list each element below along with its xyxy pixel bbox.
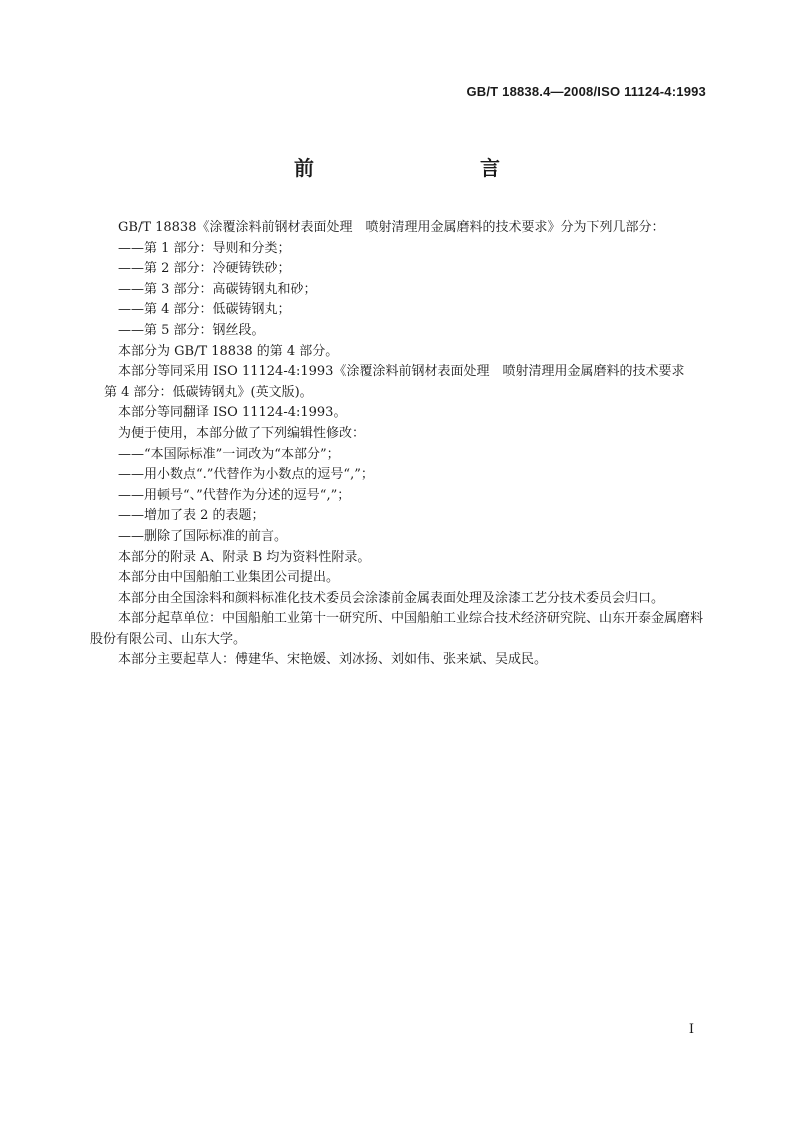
list-item-edit-3: ——用顿号“、”代替作为分述的逗号“,”； <box>118 487 351 503</box>
list-item-edit-5: ——删除了国际标准的前言。 <box>118 528 288 544</box>
list-item-edit-1: ——“本国际标准”一词改为“本部分”； <box>118 446 340 462</box>
list-item-part-3: ——第 3 部分：高碳铸钢丸和砂； <box>118 281 317 297</box>
paragraph-drafters: 本部分主要起草人：傅建华、宋艳媛、刘冰扬、刘如伟、张来斌、吴成民。 <box>118 652 548 668</box>
paragraph-proposed-by: 本部分由中国船舶工业集团公司提出。 <box>118 570 340 586</box>
page-number: I <box>688 1022 694 1037</box>
list-item-edit-4: ——增加了表 2 的表题； <box>118 508 265 524</box>
foreword-body <box>90 218 706 671</box>
page-title: 前 言 <box>294 156 542 180</box>
paragraph-drafting-units: 本部分起草单位：中国船舶工业第十一研究所、中国船舶工业综合技术经济研究院、山东开泰金属磨料股份有限公司、山东大学。 <box>90 611 704 647</box>
paragraph-annexes: 本部分的附录 A、附录 B 均为资料性附录。 <box>118 549 371 565</box>
list-item-part-4: ——第 4 部分：低碳铸钢丸； <box>118 302 291 318</box>
document-code: GB/T 18838.4—2008/ISO 11124-4:1993 <box>466 84 706 99</box>
paragraph-adoption: 本部分等同采用 ISO 11124-4:1993《涂覆涂料前钢材表面处理 喷射清理用金属磨料的技术要求 <box>118 364 685 380</box>
paragraph-translation: 本部分等同翻译 ISO 11124-4:1993。 <box>118 405 347 421</box>
paragraph-intro: GB/T 18838《涂覆涂料前钢材表面处理 喷射清理用金属磨料的技术要求》分为下列几部分： <box>118 220 665 235</box>
list-item-part-1: ——第 1 部分：导则和分类； <box>118 240 291 256</box>
paragraph-edits-intro: 为便于使用，本部分做了下列编辑性修改： <box>118 425 366 441</box>
list-item-part-5: ——第 5 部分：钢丝段。 <box>118 322 265 338</box>
paragraph-part-statement: 本部分为 GB/T 18838 的第 4 部分。 <box>118 343 339 359</box>
list-item-edit-2: ——用小数点“.”代替作为小数点的逗号“,”； <box>118 467 374 483</box>
paragraph-technical-committee: 本部分由全国涂料和颜料标准化技术委员会涂漆前金属表面处理及涂漆工艺分技术委员会归口。 <box>118 590 665 606</box>
list-item-part-2: ——第 2 部分：冷硬铸铁砂； <box>118 261 291 277</box>
paragraph-adoption-continued: 第 4 部分：低碳铸钢丸》(英文版)。 <box>104 384 313 400</box>
